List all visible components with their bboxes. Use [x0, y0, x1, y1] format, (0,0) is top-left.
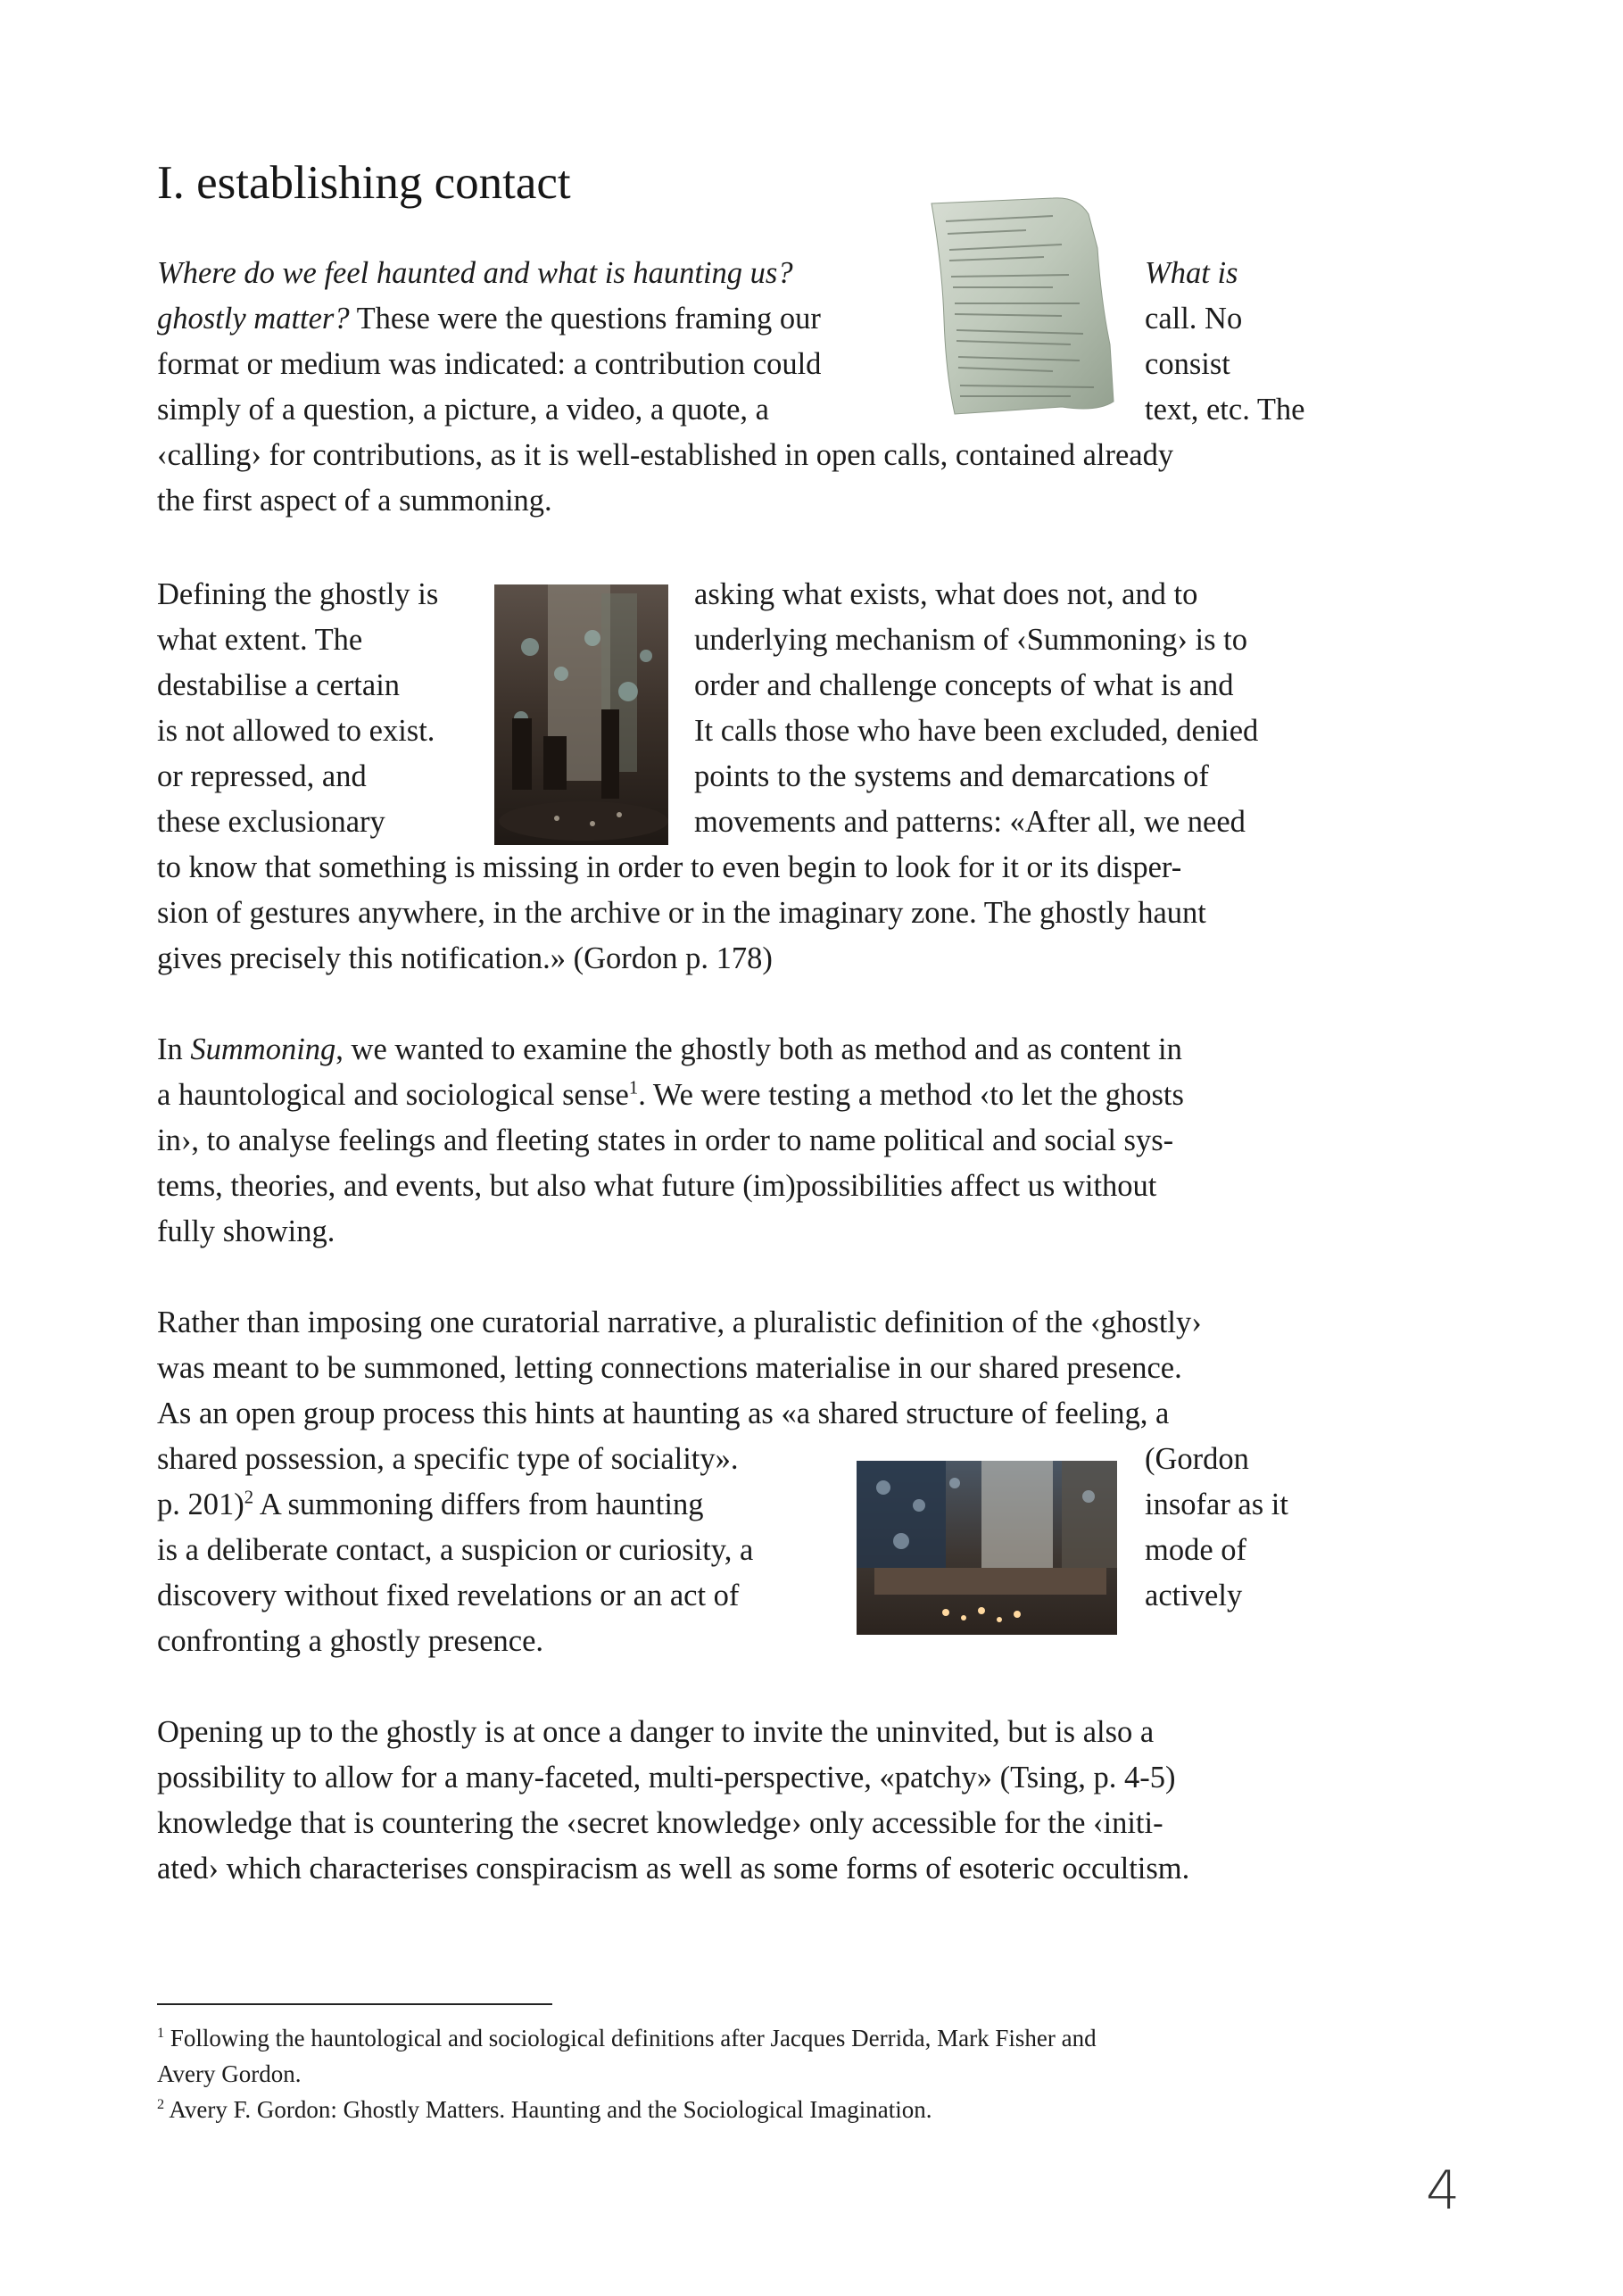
para4-line-4a: shared possession, a specific type of sociality». — [157, 1442, 739, 1476]
para4-line-5a: p. 201)$^2$ A summoning differs from haunting — [157, 1488, 704, 1521]
para5-line-1: Opening up to the ghostly is at once a danger to invite the uninvited, but is also a — [157, 1715, 1155, 1749]
footnote-ref-2[interactable]: 2 — [244, 1488, 254, 1508]
footnote-1-line-1: $^1$ Following the hauntological and sociological definitions after Jacques Derrida, Mark Fisher and — [157, 2025, 1097, 2051]
para5-line-2: possibility to allow for a many-faceted, multi-perspective, «patchy» (Tsing, p. 4-5) — [157, 1761, 1176, 1795]
para1-line-2c: call. No — [1145, 302, 1243, 336]
para1-line-1a: Where do we feel haunted and what is haunting us? — [157, 256, 793, 290]
para3-line-3: in›, to analyse feelings and fleeting states in order to name political and social sys- — [157, 1123, 1174, 1157]
para2-line-6a: these exclusionary — [157, 805, 385, 839]
para1-line-5: ‹calling› for contributions, as it is well-established in open calls, contained already — [157, 438, 1174, 472]
para4-line-7b: actively — [1145, 1579, 1243, 1612]
paper-note-photo — [919, 195, 1117, 419]
footnote-divider — [157, 2003, 552, 2005]
para2-line-1a: Defining the ghostly is — [157, 577, 439, 611]
para2-line-3b: order and challenge concepts of what is and — [694, 668, 1234, 702]
para2-line-8: sion of gestures anywhere, in the archive or in the imaginary zone. The ghostly haunt — [157, 896, 1206, 930]
para4-line-7a: discovery without fixed revelations or an act of — [157, 1579, 740, 1612]
installation-photo-candles — [857, 1461, 1117, 1635]
para2-line-4b: It calls those who have been excluded, denied — [694, 714, 1259, 748]
para4-line-6b: mode of — [1145, 1533, 1247, 1567]
para1-line-4a: simply of a question, a picture, a video, a quote, a — [157, 393, 769, 427]
para4-line-1: Rather than imposing one curatorial narrative, a pluralistic definition of the ‹ghostly› — [157, 1305, 1202, 1339]
para3-line-2: a hauntological and sociological sense$^1$. We were testing a method ‹to let the ghosts — [157, 1078, 1184, 1112]
footnote-ref-1[interactable]: 1 — [628, 1078, 639, 1098]
para2-line-9: gives precisely this notification.» (Gordon p. 178) — [157, 941, 773, 975]
para2-line-4a: is not allowed to exist. — [157, 714, 435, 748]
para3-line-5: fully showing. — [157, 1214, 335, 1248]
para1-line-4b: text, etc. The — [1145, 393, 1305, 427]
footnote-2: $^2$ Avery F. Gordon: Ghostly Matters. Haunting and the Sociological Imagination. — [157, 2096, 932, 2123]
para5-line-3: knowledge that is countering the ‹secret knowledge› only accessible for the ‹initi- — [157, 1806, 1163, 1840]
para4-line-4b: (Gordon — [1145, 1442, 1249, 1476]
para1-line-3a: format or medium was indicated: a contribution could — [157, 347, 822, 381]
para3-line-4: tems, theories, and events, but also what future (im)possibilities affect us without — [157, 1169, 1157, 1203]
para2-line-1b: asking what exists, what does not, and to — [694, 577, 1198, 611]
para2-line-5a: or repressed, and — [157, 759, 367, 793]
para2-line-6b: movements and patterns: «After all, we need — [694, 805, 1246, 839]
para2-line-7: to know that something is missing in order to even begin to look for it or its disper- — [157, 850, 1182, 884]
para4-line-3: As an open group process this hints at haunting as «a shared structure of feeling, a — [157, 1397, 1170, 1430]
para4-line-5c: insofar as it — [1145, 1488, 1288, 1521]
para1-line-1b: What is — [1145, 256, 1238, 290]
para2-line-3a: destabilise a certain — [157, 668, 401, 702]
installation-photo-dark-room — [494, 584, 668, 845]
para2-line-2a: what extent. The — [157, 623, 363, 657]
para4-line-2: was meant to be summoned, letting connections materialise in our shared presence. — [157, 1351, 1182, 1385]
para1-line-3b: consist — [1145, 347, 1230, 381]
page-number: 4 — [1426, 2159, 1461, 2222]
para4-line-8: confronting a ghostly presence. — [157, 1624, 544, 1658]
footnote-1-line-2: Avery Gordon. — [157, 2060, 302, 2087]
para1-line-2a: ghostly matter? These were the questions framing our — [157, 302, 821, 336]
para1-line-6: the first aspect of a summoning. — [157, 484, 552, 518]
section-heading: I. establishing contact — [157, 157, 571, 209]
para3-line-1: In Summoning, we wanted to examine the ghostly both as method and as content in — [157, 1032, 1182, 1066]
para2-line-5b: points to the systems and demarcations of — [694, 759, 1209, 793]
para2-line-2b: underlying mechanism of ‹Summoning› is to — [694, 623, 1247, 657]
para4-line-6a: is a deliberate contact, a suspicion or curiosity, a — [157, 1533, 754, 1567]
para5-line-4: ated› which characterises conspiracism as well as some forms of esoteric occultism. — [157, 1852, 1190, 1886]
